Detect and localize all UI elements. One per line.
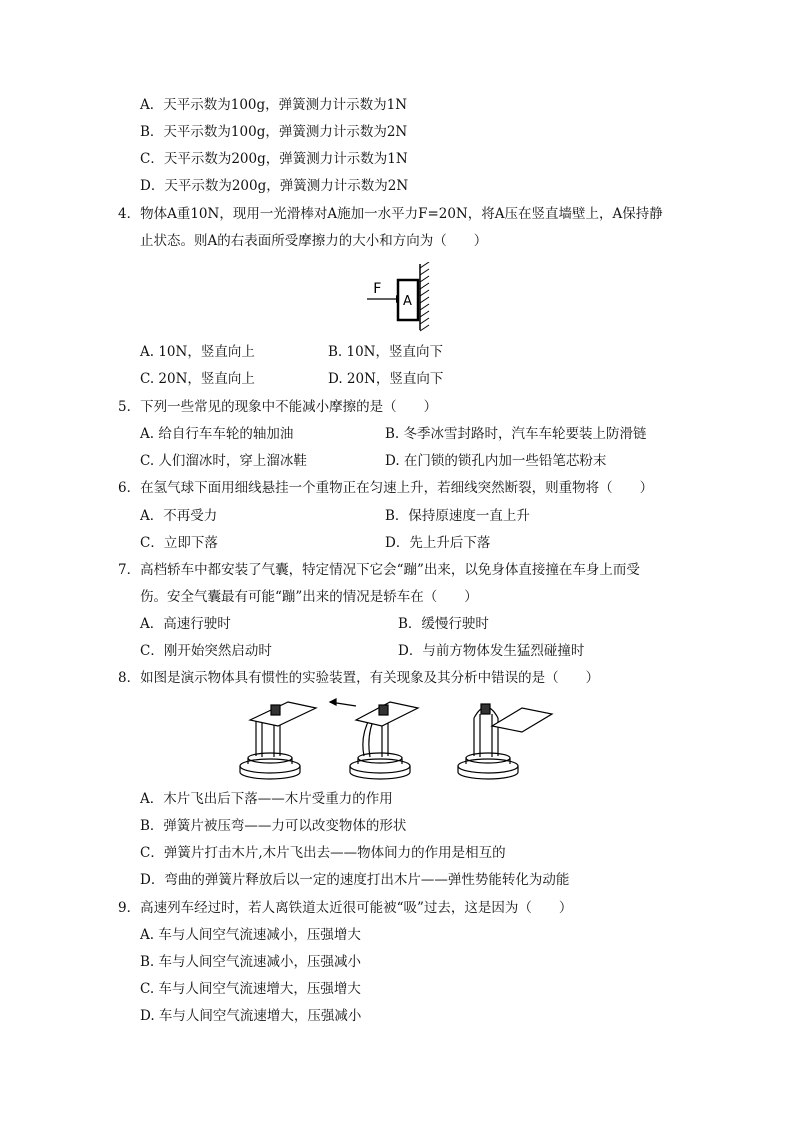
q3-option-a: A．天平示数为100g，弹簧测力计示数为1N <box>140 97 408 113</box>
q8-option-d: D．弯曲的弹簧片释放后以一定的速度打出木片——弹性势能转化为动能 <box>140 872 570 888</box>
q4-option-d: D. 20N，竖直向下 <box>328 371 444 387</box>
q5-option-c: C. 人们溜冰时，穿上溜冰鞋 <box>140 453 307 469</box>
q9-option-b: B. 车与人间空气流速减小，压强减小 <box>140 954 362 970</box>
q4-stem-line1: 4．物体A重10N，现用一光滑棒对A施加一水平力F=20N，将A压在竖直墙壁上，A保持静 <box>118 206 663 222</box>
q5-option-d: D. 在门锁的锁孔内加一些铅笔芯粉末 <box>385 453 607 469</box>
q7-option-a: A．高速行驶时 <box>140 616 231 632</box>
q4-figure <box>365 262 445 332</box>
q4-option-b: B. 10N，竖直向下 <box>328 344 443 360</box>
q8-apparatus-3 <box>458 704 552 779</box>
q8-apparatus-1 <box>240 702 316 779</box>
q7-stem-line2: 伤。安全气囊最有可能“蹦”出来的情况是轿车在（ ） <box>140 589 478 605</box>
q6-option-b: B．保持原速度一直上升 <box>385 508 530 524</box>
q4-wall-hatching <box>420 262 429 331</box>
q4-figure-label-f: F <box>373 281 382 297</box>
q7-option-d: D．与前方物体发生猛烈碰撞时 <box>398 643 585 659</box>
q7-stem-line1: 7．高档轿车中都安装了气囊，特定情况下它会“蹦”出来，以免身体直接撞在车身上而受 <box>118 562 640 578</box>
q6-option-c: C．立即下落 <box>140 535 218 551</box>
q5-option-a: A. 给自行车车轮的轴加油 <box>140 426 294 442</box>
q8-option-a: A．木片飞出后下落——木片受重力的作用 <box>140 791 393 807</box>
q5-stem: 5．下列一些常见的现象中不能减小摩擦的是（ ） <box>118 399 438 415</box>
q8-apparatus-2 <box>330 699 418 779</box>
q4-option-a: A. 10N，竖直向上 <box>140 344 255 360</box>
q9-option-c: C. 车与人间空气流速增大，压强增大 <box>140 981 361 997</box>
q9-option-a: A. 车与人间空气流速减小，压强增大 <box>140 927 361 943</box>
q8-option-b: B．弹簧片被压弯——力可以改变物体的形状 <box>140 818 407 834</box>
q7-option-b: B．缓慢行驶时 <box>398 616 489 632</box>
q5-option-b: B. 冬季冰雪封路时，汽车车轮要装上防滑链 <box>385 426 647 442</box>
q4-figure-label-a: A <box>403 294 412 309</box>
q8-option-c: C．弹簧片打击木片,木片飞出去——物体间力的作用是相互的 <box>140 845 506 861</box>
q3-option-c: C．天平示数为200g，弹簧测力计示数为1N <box>140 151 408 167</box>
q4-option-c: C. 20N，竖直向上 <box>140 371 255 387</box>
q6-option-a: A．不再受力 <box>140 508 218 524</box>
q3-option-d: D．天平示数为200g，弹簧测力计示数为2N <box>140 178 409 194</box>
q4-stem-line2: 止状态。则A的右表面所受摩擦力的大小和方向为（ ） <box>140 233 488 249</box>
q8-stem: 8．如图是演示物体具有惯性的实验装置，有关现象及其分析中错误的是（ ） <box>118 670 600 686</box>
q6-stem: 6．在氢气球下面用细线悬挂一个重物正在匀速上升，若细线突然断裂，则重物将（ ） <box>118 480 654 496</box>
q7-option-c: C．刚开始突然启动时 <box>140 643 272 659</box>
q6-option-d: D．先上升后下落 <box>385 535 491 551</box>
q3-option-b: B．天平示数为100g，弹簧测力计示数为2N <box>140 124 408 140</box>
q9-option-d: D. 车与人间空气流速增大，压强减小 <box>140 1008 362 1024</box>
q9-stem: 9．高速列车经过时，若人离铁道太近很可能被“吸”过去，这是因为（ ） <box>118 900 573 916</box>
q8-figure <box>230 696 560 782</box>
